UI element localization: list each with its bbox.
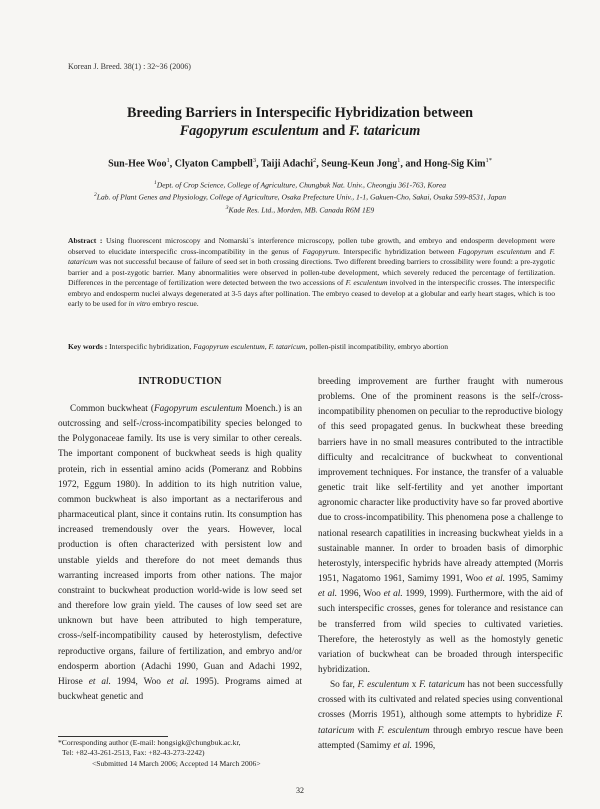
body-text: 1994, Woo <box>110 676 167 687</box>
title-species-2: F. tataricum <box>348 123 421 139</box>
section-heading-introduction: INTRODUCTION <box>138 376 222 387</box>
abstract <box>68 236 555 310</box>
author-affiliation-marker: 3 <box>252 157 257 164</box>
body-text: was not successful because of failure of seed set in both crossing directions. Two different breeding barriers to crossibility were found: a pre-zygotic barrier and a post-zygotic barrier. Many abnormalities were observed in pollen-tube development, which severely reduced the percentage of fertilization. Differences in the percentage of fertilization were detected between the two accessions of <box>68 257 555 287</box>
keywords-body <box>107 342 448 351</box>
page-number: 32 <box>296 786 304 795</box>
italic-text: F. esculentum <box>357 680 409 691</box>
italic-text: et al. <box>485 574 506 585</box>
author-name: Sun-Hee Woo <box>108 158 167 170</box>
left-column <box>58 402 302 705</box>
keywords <box>68 342 555 353</box>
italic-text: F. esculentum <box>345 278 388 287</box>
body-text: 1995, Samimy <box>505 574 564 585</box>
author-name: Clyaton Campbell <box>174 158 253 170</box>
italic-text: et al. <box>88 676 111 687</box>
paper-title-line-1: Breeding Barriers in Interspecific Hybridization between <box>126 105 474 121</box>
author-separator: , <box>169 158 175 170</box>
intro-paragraph-2 <box>318 375 563 678</box>
body-text: involved in the interspecific crosses. The interspecific embryo and endosperm nuclei always degenerated at 3-5 days after pollination. The embryo ceased to develop at a globular and early heart stages, which is too early to be used for <box>68 278 555 308</box>
italic-text: et al. <box>383 589 403 600</box>
affiliation-2 <box>30 190 570 203</box>
author-name: Hong-Sig Kim <box>424 158 486 170</box>
title-conjunction: and <box>318 123 349 139</box>
title-species-1: Fagopyrum esculentum <box>179 123 319 139</box>
italic-text: Fagopyrum esculentum, F. tataricum <box>193 342 306 351</box>
affiliation-text: Dept. of Crop Science, College of Agriculture, Chungbuk Nat. Univ., Cheongju 361-763, Korea <box>156 180 447 190</box>
footnote-divider <box>58 736 168 737</box>
body-text: Interspecific hybridization, <box>107 342 194 351</box>
italic-text: F. tataricum <box>68 246 555 266</box>
body-text: breeding improvement are further fraught with numerous problems. One of the prominent reasons is the self-/cross-incompatibility phenomen on peculiar to the reproductive biology of this seed propagated genus. In buckwheat these breeding barriers have in no small measures contributed to the intractible difficulty and recalcitrance of buckwheat to conventional improvement techniques. For instance, the transfer of a valuable genetic trait like self-fertility and yet another important agronomic character like productivity have so far proved abortive due to cross-incompatibility. This phenomena pose a challenge to national research capatilities in increasing buckwheat yields in a sustainable manner. In order to broaden basis of dimorphic heterostyly, interspecific hybrids have already attempted (Morris 1951, Nagatomo 1961, Samimy 1991, Woo <box>318 377 564 585</box>
author-affiliation-marker: 2 <box>313 157 317 164</box>
author-name: Taiji Adachi <box>260 158 314 170</box>
affiliation-marker: 2 <box>93 192 97 198</box>
author-separator: , <box>256 158 261 170</box>
body-text: Common buckwheat ( <box>70 404 154 414</box>
author-separator: , and <box>400 158 425 170</box>
body-text: has not been successfully crossed with its cultivated and related species using conventional crosses (Morris 1951), although some attempts to hybridize <box>318 680 564 721</box>
affiliation-marker: 3 <box>225 205 229 211</box>
body-text: 1995). Programs aimed at buckwheat genetic and <box>58 676 302 702</box>
body-text: through embryo rescue have been attempted (Samimy <box>318 725 563 751</box>
italic-text: in vitro <box>128 299 151 308</box>
affiliation-text: Kade Res. Ltd., Morden, MB. Canada R6M 1E9 <box>228 205 375 215</box>
italic-text: F. tataricum <box>318 710 563 736</box>
italic-text: et al. <box>166 676 190 687</box>
affiliation-text: Lab. of Plant Genes and Physiology, College of Agriculture, Osaka Prefecture Univ., 1-1, Gakuen-Cho, Sakai, Osaka 599-8531, Japan <box>96 192 507 202</box>
body-text: Using fluorescent microscopy and Nomarski`s interference microscopy, pollen tube growth, and embryo and endosperm development were observed to elucidate interspecific cross-incompatibility in the genus of <box>68 236 555 256</box>
body-text: 1996, <box>412 740 436 751</box>
body-text: x <box>408 680 420 691</box>
body-text: 1999, 1999). Furthermore, with the aid of such interspecific crosses, genes for tolerance and resistance can be transferred from wild species to cultivated varieties. Therefore, the heterostyly as well as the homostyly genetic variation of buckwheat can be broaded through interspecific hybridization. <box>318 589 563 675</box>
footnote-corresponding-author: *Corresponding author (E-mail: hongsigk@chungbuk.ac.kr, <box>58 738 241 747</box>
body-text: embryo rescue. <box>150 299 199 308</box>
abstract-body <box>68 236 555 308</box>
italic-text: Fagopyrum esculentum <box>458 246 532 256</box>
italic-text: F. esculentum <box>377 725 430 736</box>
body-text: . Interspecific hybridization between <box>337 246 459 256</box>
affiliation-3 <box>30 203 570 216</box>
body-text: , pollen-pistil incompatibility, embryo abortion <box>305 342 449 351</box>
keywords-label: Key words : <box>68 342 108 351</box>
italic-text: et al. <box>393 740 412 751</box>
italic-text: et al. <box>318 589 338 600</box>
italic-text: F. tataricum <box>419 680 465 691</box>
paper-title-line-2 <box>40 122 560 141</box>
footnote-submission-dates: <Submitted 14 March 2006; Accepted 14 March 2006> <box>92 759 261 768</box>
body-text: So far, <box>330 680 358 691</box>
body-text: 1996, Woo <box>337 589 384 600</box>
intro-paragraph-3 <box>318 678 563 754</box>
intro-paragraph-1 <box>58 402 302 705</box>
italic-text: Fagopyrum <box>302 246 338 256</box>
footnote-contact: Tel: +82-43-261-2513, Fax: +82-43-273-2242) <box>62 748 205 757</box>
affiliation-1 <box>30 178 570 191</box>
abstract-label: Abstract : <box>68 236 103 245</box>
author-affiliation-marker: 1 <box>397 157 401 164</box>
author-separator: , <box>316 158 322 170</box>
author-affiliation-marker: 1 <box>166 157 170 164</box>
author-affiliation-marker: 1* <box>485 157 492 164</box>
author-name: Seung-Keun Jong <box>321 158 398 170</box>
journal-reference: Korean J. Breed. 38(1) : 32~36 (2006) <box>68 62 191 71</box>
right-column <box>318 375 563 754</box>
affiliation-marker: 1 <box>153 180 157 186</box>
author-list <box>40 157 560 169</box>
body-text: and <box>531 246 550 256</box>
italic-text: Fagopyrum esculentum <box>153 404 243 414</box>
body-text: with <box>354 725 378 736</box>
body-text: Moench.) is an outcrossing and self-/cross-incompatibility species belonged to the Polygonaceae family. Its use is very similar to other cereals. The important component of buckwheat seeds is high quality protein, rich in essential amino acids (Pomeranz and Robbins 1972, Eggum 1980). In addition to its high nutrition value, common buckwheat is also important as a nectariferous and pharmaceutical plant, since it contains rutin. Its consumption has increased tremendously over the years. However, local production is often characterized with persistent low and unstable yields and therefore do not meet demands thus warranting increased imports from other nations. The major constraint to buckwheat production world-wide is low seed set and therefore low grain yield. The causes of low seed set are unknown but have been attributed to high temperature, cross-/self-incompatibility caused by heterostylism, defective reproductive organs, failure of fertilization, and embryo and/or endosperm abortion (Adachi 1990, Guan and Adachi 1992, Hirose <box>58 404 303 687</box>
